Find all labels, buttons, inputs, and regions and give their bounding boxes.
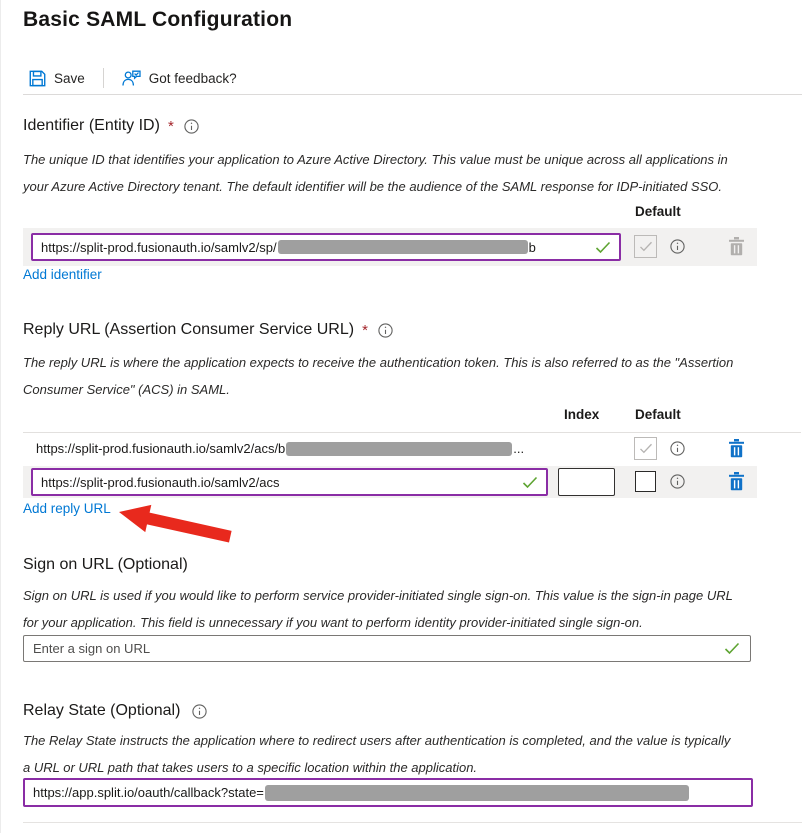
reply-url-input[interactable]	[31, 468, 548, 496]
info-icon[interactable]	[184, 119, 199, 134]
toolbar-divider	[103, 68, 104, 88]
reply-url-suffix: ...	[513, 441, 525, 456]
redaction-bar	[286, 442, 512, 456]
got-feedback-button[interactable]	[116, 70, 243, 87]
feedback-label: Got feedback?	[148, 70, 237, 86]
delete-reply-url-icon[interactable]	[729, 472, 744, 491]
identifier-row	[23, 228, 757, 266]
reply-row	[23, 433, 757, 466]
identifier-input[interactable]	[31, 233, 621, 261]
reply-url-prefix: https://split-prod.fusionauth.io/samlv2/acs/b	[36, 441, 286, 456]
signon-input-wrapper	[23, 635, 751, 662]
reply-row-editing	[23, 466, 757, 498]
reply-index-input[interactable]	[558, 468, 615, 496]
info-icon[interactable]	[670, 239, 685, 254]
info-icon[interactable]	[378, 323, 393, 338]
reply-heading-text: Reply URL (Assertion Consumer Service URL)	[23, 321, 355, 338]
signon-url-input[interactable]	[24, 636, 724, 661]
relay-description: The Relay State instructs the application where to redirect users after authentication is completed, and the value is typically a URL or URL path that takes users to a specific location within the application.	[23, 733, 731, 775]
required-asterisk: *	[362, 321, 368, 339]
identifier-heading-text: Identifier (Entity ID)	[23, 117, 160, 134]
command-bar	[23, 62, 802, 95]
save-label: Save	[54, 70, 85, 86]
valid-check-icon	[724, 642, 740, 655]
relay-heading-text: Relay State (Optional)	[23, 702, 181, 719]
relay-state-input[interactable]	[23, 778, 753, 807]
identifier-default-checkbox	[634, 235, 657, 258]
reply-description: The reply URL is where the application expects to receive the authentication token. This is also referred to as the "Assertion Consumer Service" (ACS) in SAML.	[23, 355, 734, 397]
identifier-url-text: https://split-prod.fusionauth.io/samlv2/sp/	[41, 239, 277, 255]
required-asterisk: *	[167, 117, 174, 135]
relay-section-heading	[23, 702, 207, 720]
valid-check-icon	[595, 241, 611, 254]
info-icon[interactable]	[192, 704, 207, 719]
page-title: Basic SAML Configuration	[23, 8, 293, 31]
info-icon[interactable]	[670, 441, 685, 456]
reply-index-header: Index	[564, 407, 600, 422]
reply-section-heading	[23, 321, 393, 339]
delete-identifier-icon	[729, 237, 744, 256]
red-annotation-arrow	[109, 496, 241, 546]
add-reply-url-link[interactable]: Add reply URL	[23, 501, 111, 516]
identifier-url-suffix: b	[528, 239, 536, 255]
identifier-default-header: Default	[635, 204, 681, 219]
reply-url-value: https://split-prod.fusionauth.io/samlv2/acs	[41, 474, 280, 490]
delete-reply-url-icon[interactable]	[729, 439, 744, 458]
bottom-divider	[23, 822, 802, 823]
identifier-section-heading	[23, 117, 199, 135]
redaction-bar	[278, 240, 528, 254]
identifier-description: The unique ID that identifies your application to Azure Active Directory. This value must be unique across all applications in your Azure Active Directory tenant. The default identifier will be the audience of the SAML response for IDP-initiated SSO.	[23, 152, 728, 194]
info-icon[interactable]	[670, 474, 685, 489]
signon-section-heading	[23, 556, 188, 574]
add-identifier-link[interactable]: Add identifier	[23, 267, 102, 282]
relay-url-text: https://app.split.io/oauth/callback?state=	[33, 785, 264, 800]
feedback-icon	[122, 70, 141, 87]
reply-default-header: Default	[635, 407, 681, 422]
reply-default-checkbox	[634, 437, 657, 460]
save-icon	[29, 70, 46, 87]
save-button[interactable]	[23, 70, 91, 87]
redaction-bar	[265, 785, 689, 801]
valid-check-icon	[522, 476, 538, 489]
reply-url-text[interactable]	[36, 441, 524, 456]
reply-default-checkbox[interactable]	[635, 471, 656, 492]
signon-heading-text: Sign on URL (Optional)	[23, 556, 188, 573]
signon-description: Sign on URL is used if you would like to perform service provider-initiated single sign-on. This value is the sign-in page URL for your application. This field is unnecessary if you want to perform identity provider-initiated single sign-on.	[23, 588, 733, 630]
